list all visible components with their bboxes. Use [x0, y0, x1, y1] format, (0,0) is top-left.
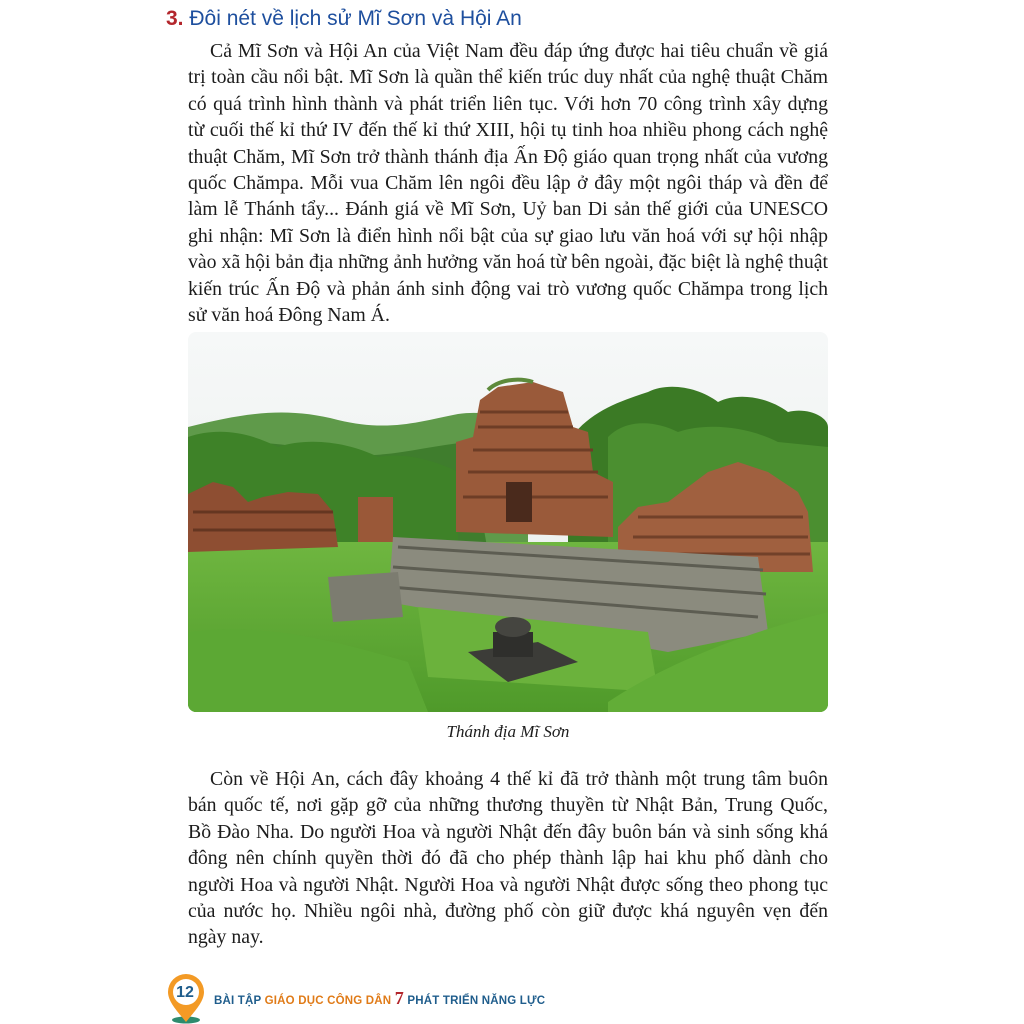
- photo-caption: Thánh địa Mĩ Sơn: [446, 722, 570, 741]
- text-line: kiến trúc Ấn Độ và phản ánh sinh động vai trò vương quốc Chămpa trong lịch: [188, 277, 828, 300]
- section-title: Đôi nét về lịch sử Mĩ Sơn và Hội An: [189, 7, 522, 30]
- page-number: 12: [176, 984, 194, 1001]
- paragraph-hoi-an: [188, 766, 828, 951]
- text-line: làm lễ Thánh tẩy... Đánh giá về Mĩ Sơn, Uỷ ban Di sản thế giới của UNESCO: [188, 198, 828, 221]
- text-line: quốc Chămpa. Mỗi vua Chăm lên ngôi đều lập ở đây một ngôi tháp và đền để: [188, 172, 828, 195]
- page-footer: [166, 972, 586, 1024]
- text-line: đông nên chính quyền thời đó đã cho phép thành lập hai khu phố dành cho: [188, 847, 828, 870]
- text-line: ngày nay.: [188, 926, 264, 949]
- book-title: [214, 988, 545, 1009]
- text-line: Bồ Đào Nha. Do người Hoa và người Nhật đến đây buôn bán và sinh sống khá: [188, 820, 828, 843]
- book-title-part: BÀI TẬP: [214, 995, 262, 1007]
- text-line: Cả Mĩ Sơn và Hội An của Việt Nam đều đáp ứng được hai tiêu chuẩn về giá: [210, 40, 828, 62]
- text-line: vào xã hội bản địa những ảnh hưởng văn hoá từ bên ngoài, đặc biệt là nghệ thuật: [188, 251, 828, 274]
- text-line: người Hoa và người Nhật. Người Hoa và người Nhật được sống theo phong tục: [188, 873, 828, 896]
- text-line: có quá trình hình thành và phát triển liên tục. Với hơn 70 công trình xây dựng: [188, 92, 828, 115]
- section-number: 3.: [166, 7, 184, 30]
- text-line: sử văn hoá Đông Nam Á.: [188, 304, 390, 327]
- section-heading: [166, 5, 522, 33]
- book-title-subject: GIÁO DỤC CÔNG DÂN: [264, 995, 392, 1007]
- book-title-part: PHÁT TRIỂN NĂNG LỰC: [407, 995, 546, 1007]
- text-line: bán quốc tế, nơi gặp gỡ của những thương thuyền từ Nhật Bản, Trung Quốc,: [188, 794, 828, 817]
- text-line: Còn về Hội An, cách đây khoảng 4 thế kỉ đã trở thành một trung tâm buôn: [210, 768, 828, 790]
- my-son-illustration: [188, 332, 828, 712]
- text-line: của nước họ. Nhiều ngôi nhà, đường phố còn giữ được khá nguyên vẹn đến: [188, 900, 828, 923]
- text-line: trị toàn cầu nổi bật. Mĩ Sơn là quần thể kiến trúc duy nhất của nghệ thuật Chăm: [188, 66, 828, 89]
- text-line: ghi nhận: Mĩ Sơn là điển hình nổi bật của sự giao lưu văn hoá với sự hội nhập: [188, 224, 828, 247]
- text-line: từ cuối thế kỉ thứ IV đến thế kỉ thứ XIII, hội tụ tinh hoa nhiều phong cách nghệ: [188, 119, 828, 142]
- text-line: thuật Chăm, Mĩ Sơn trở thành thánh địa Ấn Độ giáo quan trọng nhất của vương: [188, 145, 828, 168]
- book-title-grade: 7: [394, 988, 404, 1008]
- my-son-sanctuary-photo: [188, 332, 828, 712]
- paragraph-my-son: [188, 38, 828, 328]
